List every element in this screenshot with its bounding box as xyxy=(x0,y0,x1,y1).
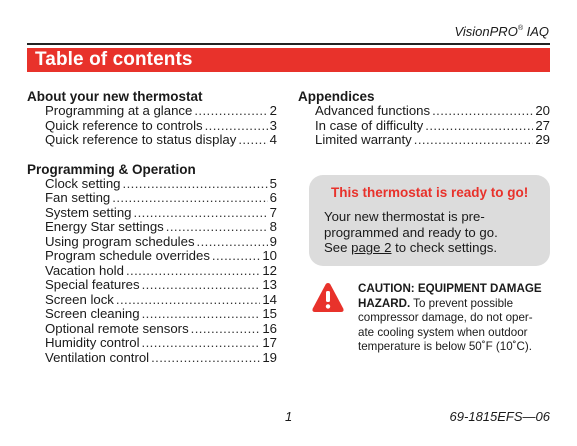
toc-entry-title: Limited warranty xyxy=(315,132,412,147)
toc-entry-page: 19 xyxy=(262,349,277,365)
leader-dots xyxy=(142,307,261,322)
toc-left-column xyxy=(27,89,277,365)
toc-entry-title: Program schedule overrides xyxy=(45,248,210,263)
toc-entry-title: Vacation hold xyxy=(45,262,124,278)
leader-dots xyxy=(142,336,261,351)
brand-suffix: IAQ xyxy=(522,24,549,39)
toc-entry-title: Humidity control xyxy=(45,335,140,350)
toc-entry-page: 17 xyxy=(262,335,277,350)
toc-entry[interactable] xyxy=(27,191,277,206)
caution-line: compressor damage, do not oper- xyxy=(358,311,533,324)
brand-registered-mark: ® xyxy=(517,25,523,32)
leader-dots xyxy=(238,133,267,148)
toc-entry[interactable] xyxy=(298,119,550,134)
caution-line: ate cooling system when outdoor xyxy=(358,325,528,339)
toc-entry-title: Screen lock xyxy=(45,291,114,307)
leader-dots xyxy=(194,104,267,119)
section-gap xyxy=(27,148,277,162)
toc-entry-page: 10 xyxy=(262,248,277,263)
leader-dots xyxy=(112,191,267,206)
section-heading: Appendices xyxy=(298,89,375,104)
section-heading: Programming & Operation xyxy=(27,161,196,177)
toc-entry-page: 7 xyxy=(269,204,277,220)
section-heading: About your new thermostat xyxy=(27,89,203,104)
page-title: Table of contents xyxy=(35,49,193,70)
ready-callout xyxy=(309,175,550,266)
toc-entry[interactable] xyxy=(27,293,277,308)
toc-entry[interactable] xyxy=(27,249,277,264)
toc-entry-page: 13 xyxy=(262,277,277,292)
toc-entry-page: 9 xyxy=(269,233,277,249)
caution-heading-cont: HAZARD. xyxy=(358,296,411,310)
leader-dots xyxy=(205,119,268,134)
toc-entry-title: Fan setting xyxy=(45,190,111,205)
leader-dots xyxy=(197,235,268,250)
leader-dots xyxy=(142,278,261,293)
toc-entry[interactable] xyxy=(27,278,277,293)
toc-entry-page: 29 xyxy=(535,132,550,147)
toc-entry-title: Using program schedules xyxy=(45,233,195,249)
toc-entry-title: Energy Star settings xyxy=(45,219,164,234)
caution-text: To prevent possible xyxy=(410,296,514,310)
toc-entry-page: 3 xyxy=(269,117,277,133)
toc-entry-page: 27 xyxy=(535,117,550,133)
toc-entry-title: Advanced functions xyxy=(315,103,431,118)
toc-entry-page: 8 xyxy=(269,219,277,234)
leader-dots xyxy=(126,264,260,279)
brand-name: VisionPRO xyxy=(454,24,518,39)
leader-dots xyxy=(414,133,534,148)
leader-dots xyxy=(212,249,260,264)
toc-entry-page: 12 xyxy=(262,262,277,278)
toc-entry[interactable] xyxy=(27,220,277,235)
callout-line xyxy=(324,240,498,256)
leader-dots xyxy=(166,220,268,235)
toc-entry[interactable] xyxy=(27,235,277,250)
toc-entry-page: 15 xyxy=(262,306,277,321)
callout-line: Your new thermostat is pre- xyxy=(324,209,485,224)
toc-entry-title: Ventilation control xyxy=(45,349,150,365)
leader-dots xyxy=(151,351,260,366)
callout-text: to check settings. xyxy=(391,240,498,255)
callout-text: See xyxy=(324,240,352,255)
toc-entry[interactable] xyxy=(27,104,277,119)
toc-entry[interactable] xyxy=(27,351,277,366)
toc-entry-title: Quick reference to status display xyxy=(45,132,237,147)
toc-entry[interactable] xyxy=(298,104,550,119)
toc-entry-page: 20 xyxy=(535,103,550,118)
toc-entry-page: 4 xyxy=(269,132,277,147)
caution-heading: CAUTION: EQUIPMENT DAMAGE xyxy=(358,282,542,295)
toc-entry-title: Quick reference to controls xyxy=(45,117,203,133)
toc-section-about xyxy=(27,89,277,148)
toc-entry[interactable] xyxy=(27,177,277,192)
toc-entry-title: System setting xyxy=(45,204,132,220)
header-rule xyxy=(27,43,550,45)
toc-entry[interactable] xyxy=(27,307,277,322)
caution-line xyxy=(358,297,554,312)
leader-dots xyxy=(432,104,533,119)
toc-entry[interactable] xyxy=(27,264,277,279)
toc-entry[interactable] xyxy=(27,206,277,221)
document-code: 69-1815EFS—06 xyxy=(449,409,550,424)
toc-section-programming xyxy=(27,162,277,366)
toc-entry-page: 16 xyxy=(262,320,277,336)
toc-section-appendices xyxy=(298,89,550,148)
toc-entry-title: Clock setting xyxy=(45,175,121,191)
callout-title: This thermostat is ready to go! xyxy=(331,185,529,200)
leader-dots xyxy=(123,177,268,192)
toc-entry-title: Programming at a glance xyxy=(45,103,193,118)
toc-entry-page: 6 xyxy=(269,190,277,205)
page-number: 1 xyxy=(285,409,293,424)
title-bar xyxy=(27,48,550,72)
toc-entry[interactable] xyxy=(298,133,550,148)
toc-entry-page: 14 xyxy=(262,291,277,307)
leader-dots xyxy=(116,293,260,308)
toc-entry[interactable] xyxy=(27,133,277,148)
toc-entry[interactable] xyxy=(27,119,277,134)
callout-body xyxy=(324,209,498,256)
toc-entry[interactable] xyxy=(27,322,277,337)
caution-line: temperature is below 50˚F (10˚C). xyxy=(358,340,532,353)
toc-entry-title: In case of difficulty xyxy=(315,117,424,133)
toc-entry-title: Special features xyxy=(45,277,140,292)
toc-entry-title: Screen cleaning xyxy=(45,306,140,321)
leader-dots xyxy=(134,206,268,221)
toc-entry-title: Optional remote sensors xyxy=(45,320,189,336)
leader-dots xyxy=(191,322,261,337)
caution-note xyxy=(358,282,554,355)
leader-dots xyxy=(425,119,533,134)
header-brand xyxy=(454,24,549,39)
toc-right-column xyxy=(298,89,550,148)
page-2-link[interactable]: page 2 xyxy=(351,240,392,255)
warning-triangle-icon xyxy=(311,281,345,314)
callout-line: programmed and ready to go. xyxy=(324,224,498,240)
toc-entry[interactable] xyxy=(27,336,277,351)
toc-entry-page: 2 xyxy=(269,103,277,118)
toc-entry-page: 5 xyxy=(269,175,277,191)
